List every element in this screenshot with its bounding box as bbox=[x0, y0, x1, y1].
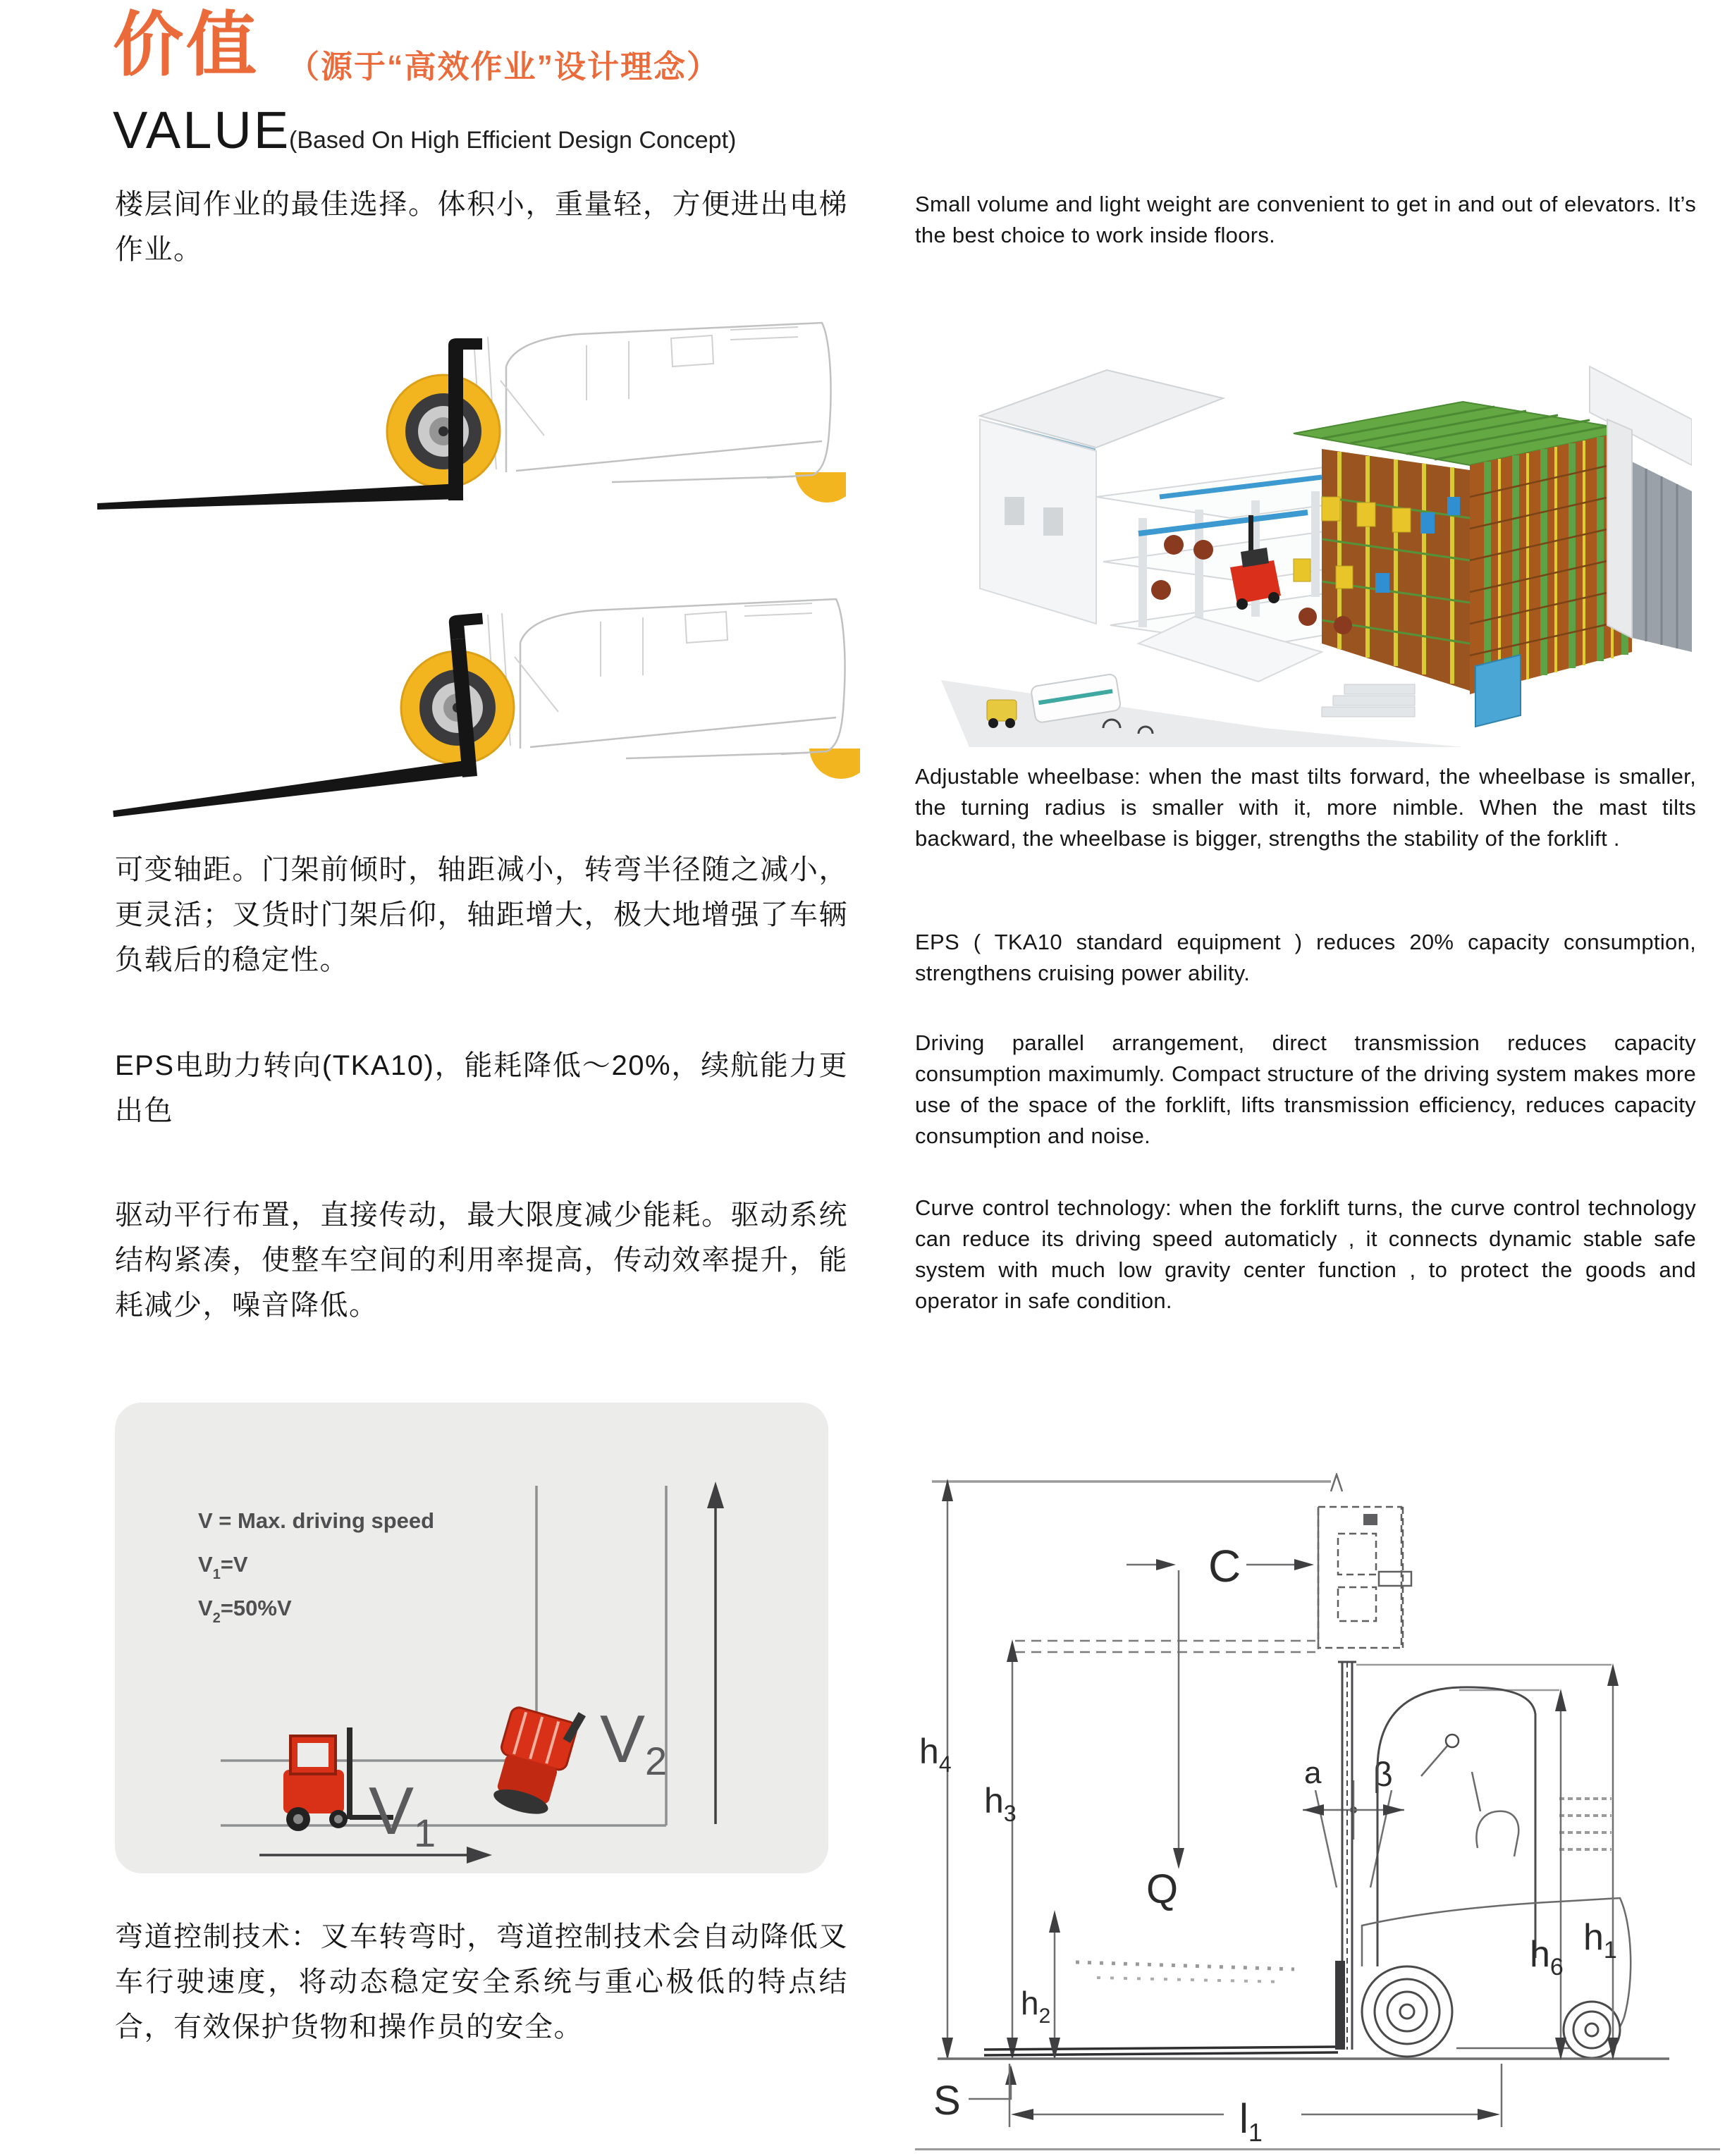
dim-label-q: Q bbox=[1146, 1866, 1179, 1912]
v1-label: V1 bbox=[369, 1773, 436, 1855]
raised-carriage-outline bbox=[1318, 1507, 1403, 1648]
en-paragraph-3: EPS ( TKA10 standard equipment ) reduces 20% capacity consumption, strengthens cruising power ability. bbox=[915, 930, 1696, 986]
dim-label-l1: $l_1$ bbox=[1239, 2096, 1263, 2143]
page-subtitle: （源于“高效作业”设计理念） bbox=[288, 49, 720, 85]
front-wheel-icon bbox=[387, 375, 500, 488]
dim-label-h1: $h_1$ bbox=[1583, 1917, 1617, 1964]
forklift-drawing-2-svg bbox=[106, 548, 860, 820]
curve-control-svg bbox=[115, 1403, 828, 1873]
forklift-side-drawing-2 bbox=[106, 548, 860, 820]
curve-control-diagram bbox=[115, 1403, 828, 1873]
cn-paragraph-1: 楼层间作业的最佳选择。体积小，重量轻，方便进出电梯作业。 bbox=[115, 189, 848, 265]
en-paragraph-1: Small volume and light weight are convenient to get in and out of elevators. It’s the best choice to work inside floors. bbox=[915, 192, 1696, 248]
warehouse-illustration-svg bbox=[927, 285, 1692, 747]
warehouse-cutaway-illustration bbox=[927, 285, 1692, 747]
cn-paragraph-3: EPS电助力转向(TKA10)，能耗降低～20%，续航能力更出色 bbox=[115, 1050, 848, 1126]
forklift-body-outline bbox=[474, 323, 831, 482]
forklift-body-outline bbox=[488, 599, 845, 758]
forklift-drawing-1-svg bbox=[92, 295, 846, 538]
page-title-en: VALUE bbox=[113, 101, 291, 159]
dim-label-h3: $h_3$ bbox=[984, 1781, 1017, 1826]
cn-paragraph-4: 驱动平行布置，直接传动，最大限度减少能耗。驱动系统结构紧凑，使整车空间的利用率提高，传动效率提升，能耗减少，噪音降低。 bbox=[115, 1200, 848, 1321]
forklift-v2-icon bbox=[486, 1694, 587, 1822]
right-arrow-icon bbox=[467, 1847, 492, 1864]
cn-paragraph-2: 可变轴距。门架前倾时，轴距减小，转弯半径随之减小，更灵活；叉货时门架后仰，轴距增大，极大地增强了车辆负载后的稳定性。 bbox=[115, 854, 848, 975]
forklift-side-drawing-1 bbox=[92, 295, 846, 538]
dim-label-h2: $h_2$ bbox=[1021, 1985, 1051, 2028]
v2-label: V2 bbox=[600, 1701, 668, 1783]
dim-label-h6: $h_6$ bbox=[1530, 1934, 1564, 1981]
en-paragraph-2: Adjustable wheelbase: when the mast tilts forward, the wheelbase is smaller, the turning radius is smaller with it, more nimble. When the mast tilts backward, the wheelbase is bigger, strengths the stability of the forklift . bbox=[915, 764, 1696, 851]
curve-legend-line2: $V_1=V$ bbox=[198, 1552, 248, 1582]
tilt-angle-fan bbox=[1303, 1780, 1404, 1887]
en-paragraph-5: Curve control technology: when the forklift turns, the curve control technology can reduce its driving speed automaticly , it connects dynamic stable safe system with much low gravity center function , to protect the goods and operator in safe condition. bbox=[915, 1195, 1696, 1314]
curve-legend-line1: V = Max. driving speed bbox=[198, 1508, 435, 1533]
dim-label-h4: $h_4$ bbox=[919, 1732, 952, 1777]
en-paragraph-4: Driving parallel arrangement, direct transmission reduces capacity consumption maximumly. Compact structure of the driving system makes more use of the space of the forklift, lifts transmission efficiency, reduces capacity consumption and noise. bbox=[915, 1030, 1696, 1149]
page-title: 价值 bbox=[113, 6, 259, 85]
dim-label-a: a bbox=[1304, 1756, 1322, 1790]
dim-label-beta: β bbox=[1373, 1756, 1393, 1794]
bottom-divider bbox=[915, 2148, 1720, 2150]
forklift-dimension-diagram bbox=[916, 1473, 1720, 2143]
front-wheel-outline bbox=[1362, 1966, 1452, 2057]
dimension-diagram-svg bbox=[916, 1473, 1720, 2143]
page-subtitle-en: (Based On High Efficient Design Concept) bbox=[289, 127, 737, 154]
up-arrow-icon bbox=[707, 1482, 724, 1508]
dim-label-c: C bbox=[1208, 1541, 1241, 1591]
dim-label-s: S bbox=[933, 2078, 961, 2124]
cn-paragraph-5: 弯道控制技术：叉车转弯时，弯道控制技术会自动降低叉车行驶速度，将动态稳定安全系统与重心极低的特点结合，有效保护货物和操作员的安全。 bbox=[115, 1921, 848, 2043]
curve-legend-line3: $V_2=50\%V$ bbox=[198, 1596, 292, 1626]
